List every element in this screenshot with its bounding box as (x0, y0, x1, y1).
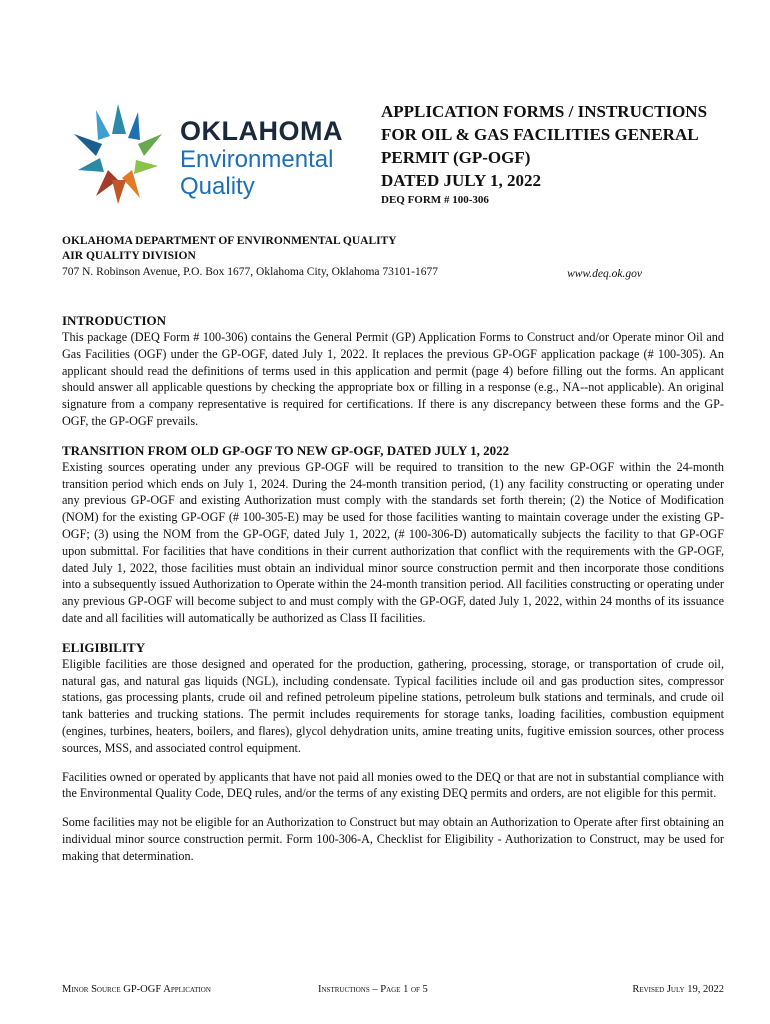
section-heading: ELIGIBILITY (62, 639, 146, 655)
footer-revision-date: Revised July 19, 2022 (632, 984, 724, 995)
section-paragraph: Facilities owned or operated by applicants that have not paid all monies owed to the DEQ or that are not in substantial compliance with the Environmental Quality Code, DEQ rules, and/or the terms of any existing DEQ permits and orders, are not eligible for this permit. (62, 769, 724, 801)
title-line-1: APPLICATION FORMS / INSTRUCTIONS (381, 102, 708, 121)
star-emblem-icon (66, 100, 170, 208)
document-title (381, 100, 741, 206)
section-introduction (62, 312, 724, 430)
title-line-3: PERMIT (GP-OGF) (381, 148, 531, 167)
section-eligibility (62, 639, 724, 865)
logo-line-quality: Quality (180, 173, 255, 200)
logo-wordmark (180, 116, 343, 200)
section-paragraph: This package (DEQ Form # 100-306) contains the General Permit (GP) Application Forms to Construct and/or Operate minor Oil and Gas Facilities (OGF) under the GP-OGF, dated July 1, 2022. It replaces the previous GP-OGF application package (# 100-305). An applicant should read the definitions of terms used in this application and permit (page 4) before filling out the forms. An applicant should answer all applicable questions by checking the appropriate box or filling in a response (e.g., NA--not applicable). An original signature from a company representative is required for certifications. If there is any discrepancy between these forms and the GP-OGF, the GP-OGF prevails. (62, 330, 724, 428)
section-heading: TRANSITION FROM OLD GP-OGF TO NEW GP-OGF, DATED JULY 1, 2022 (62, 442, 510, 458)
title-line-2: FOR OIL & GAS FACILITIES GENERAL (381, 125, 699, 144)
agency-website-link[interactable]: www.deq.ok.gov (567, 268, 642, 280)
section-heading: INTRODUCTION (62, 313, 167, 328)
deq-logo (66, 100, 366, 208)
section-transition (62, 442, 724, 627)
department-name: OKLAHOMA DEPARTMENT OF ENVIRONMENTAL QUALITY (62, 235, 397, 247)
document-body (62, 312, 724, 877)
division-name: AIR QUALITY DIVISION (62, 250, 196, 262)
logo-state-name: OKLAHOMA (180, 116, 343, 146)
section-paragraph: Some facilities may not be eligible for an Authorization to Construct but may obtain an Authorization to Operate after first obtaining an individual minor source construction permit. Form 100-306-A, Checklist for Eligibility - Authorization to Construct, may be used for making that determination. (62, 815, 724, 863)
logo-line-environmental: Environmental (180, 146, 334, 173)
agency-address: 707 N. Robinson Avenue, P.O. Box 1677, Oklahoma City, Oklahoma 73101-1677 (62, 266, 438, 278)
title-line-4: DATED JULY 1, 2022 (381, 171, 541, 190)
form-number: DEQ FORM # 100-306 (381, 194, 489, 206)
footer-document-name: Minor Source GP-OGF Application (62, 984, 211, 995)
section-paragraph: Existing sources operating under any previous GP-OGF will be required to transition to the new GP-OGF within the 24-month transition period which ends on July 1, 2024. During the 24-month transition period, (1) any facility constructing or operating under any previous GP-OGF and existing Authorization must comply with the standards set forth therein; (2) the Notice of Modification (NOM) for the existing GP-OGF (# 100-305-E) may be used for those facilities wanting to maintain coverage under the existing GP-OGF; (3) using the NOM from the GP-OGF, dated July 1, 2022, (# 100-306-D) automatically subjects the facility to that GP-OGF upon submittal. For facilities that have conditions in their current authorization that conflict with the requirements with the GP-OGF, dated July 1, 2022, those facilities must obtain an individual minor source construction permit and then incorporate those conditions into a subsequently issued Authorization to Operate within the 24-month transition period. All facilities constructing or operating under any previous GP-OGF will become subject to and must comply with the GP-OGF, dated July 1, 2022, within 24 months of its issuance date and all facilities will automatically be authorized as Class II facilities. (62, 459, 724, 625)
agency-block (62, 234, 642, 280)
footer-page-number: Instructions – Page 1 of 5 (318, 984, 428, 995)
section-paragraph: Eligible facilities are those designed and operated for the production, gathering, processing, storage, or transportation of crude oil, natural gas, and natural gas liquids (NGL), including condensate. Typical facilities include oil and gas production sites, compressor stations, gas processing plants, crude oil and refined petroleum pipeline stations, petroleum bulk stations and terminals, and crude oil tank batteries and trucking stations. The permit includes requirements for storage tanks, loading facilities, combustion equipment (engines, turbines, heaters, boilers, and flares), glycol dehydration units, amine treating units, fugitive emission sources, other process sources, MSS, and associated control equipment. (62, 656, 724, 755)
